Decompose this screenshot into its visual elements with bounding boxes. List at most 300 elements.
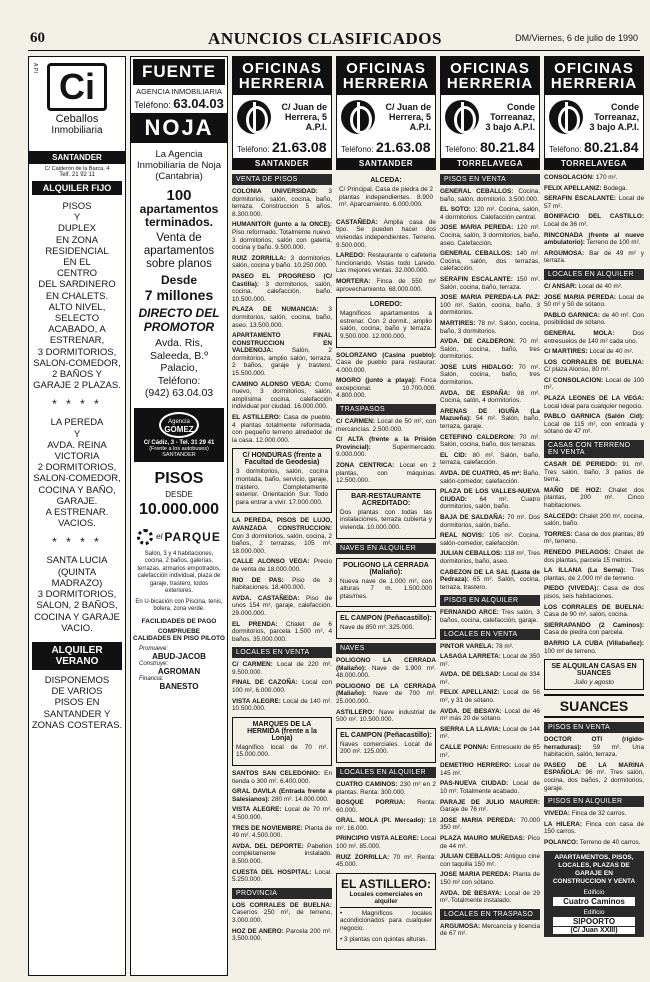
classified-ad: BAJA DE SALDAÑA: 70 m². Dos dormitorios, salón, baño. — [440, 513, 540, 529]
astillero-point-text: 3 plantas con quintas alturas. — [344, 935, 428, 943]
classified-ad: AVDA. DE ESPAÑA: 98 m². Cocina, salón, 4 dormitorios. — [440, 389, 540, 405]
astillero-point — [340, 910, 432, 933]
classified-ad: SOLORZANO (Casina pueblo): Casa de pueblo para restaurar. 4.000.000. — [336, 351, 436, 374]
section-traspasos: TRASPASOS — [336, 404, 436, 415]
text-line: VACIO. — [61, 622, 93, 634]
marques-box — [232, 717, 332, 766]
ads-locales-alquiler — [336, 781, 436, 869]
section-pisos-alquiler: PISOS EN ALQUILER — [544, 796, 644, 807]
text-line: VICTORIA — [54, 451, 100, 463]
classified-ad: POLIGONO LA CERRADA (Maliaño): Nave de 1.900 m². 48.000.000. — [336, 656, 436, 680]
gomez-city: SANTANDER — [162, 451, 196, 458]
text-line: 2 BAÑOS Y — [52, 369, 102, 381]
herreria-address: Conde Torreanaz, 3 bajo A.P.I. — [485, 102, 535, 132]
section-naves-alquiler: NAVES EN ALQUILER — [336, 543, 436, 554]
text-line: SANTA LUCIA — [46, 555, 108, 567]
section-pisos-alquiler: PISOS EN ALQUILER — [440, 595, 540, 606]
classified-ad: GENERAL CEBALLOS: 140 m². Cocina, salón, dos terrazas, calefacción. — [440, 250, 540, 273]
classified-ad: MARTIRES: 78 m². Salón, cocina, baño, 3 dormitorios. — [440, 319, 540, 335]
classified-ad: CAMINO ALONSO VEGA: Como nuevo, 3 dormitorios, salón, amplísima cocina, calefacción individual por ciudad. 16.000.000. — [232, 380, 332, 411]
classified-ad: C/ ANSAR: Local de 40 m². — [544, 282, 623, 290]
classified-ad: PABLO GARNICA (Salón Cid): Local de 115 m², con entrada y sótano de 47 m². — [544, 413, 644, 436]
classified-ad: GRAL. MOLA (Pl. Mercado): 18 m². 16.000. — [336, 817, 436, 832]
herreria-torrelavega-col1 — [440, 56, 540, 976]
ads-locales-alquiler — [544, 283, 644, 436]
brand-tagline: Inmobiliaria — [51, 125, 103, 136]
classified-ad: EL SOTO: 120 m². Cocina, salón, 4 dormitorios. Calefacción central. — [440, 206, 540, 221]
ads-naves — [336, 657, 436, 724]
text-line: 2 DORMITORIOS, — [37, 462, 117, 474]
classified-ad: CETEFINO CALDERON: 70 m². Salón, cocina, baño, dos terrazas. — [440, 433, 540, 449]
classified-ad: GENERAL CEBALLOS: Cocina, baño, salón, dormitorio. 3.500.000. — [440, 188, 540, 203]
header-rule — [28, 50, 640, 51]
promueve-label: Promueve: — [139, 645, 169, 652]
text-line: PISOS EN — [54, 697, 100, 709]
alquiler-verano-heading — [32, 642, 122, 670]
campon2-box — [336, 728, 436, 763]
text-line: ESTRENAR, — [49, 335, 105, 347]
alceda-box — [336, 174, 436, 215]
parque-prefix: el — [156, 532, 163, 541]
noja-count: 100 — [166, 187, 192, 204]
herreria-label: HERRERIA — [342, 75, 430, 92]
classified-ad: BOSQUE PORRUA: Renta: 60.000. — [336, 799, 436, 814]
herreria-santander-col2 — [336, 56, 436, 976]
text-line: PISOS — [62, 201, 92, 212]
text-line: SANTANDER Y — [43, 708, 111, 720]
fuente-logo: FUENTE — [133, 59, 225, 85]
herreria-phone: 21.63.08 — [375, 139, 431, 155]
classified-ad: JOSE MARIA PEREDA-LA PAZ: 100 m². Salón, cocina, baño, 3 dormitorios. — [440, 294, 540, 317]
classified-ad: HOZ DE ANERO: Parcela 200 m². 3.500.000. — [232, 927, 332, 943]
herreria-phone: 80.21.84 — [583, 139, 639, 155]
text-line: Palacio, — [160, 362, 198, 374]
classified-ad: C/ MARTIRES: Local de 40 m². — [544, 348, 634, 356]
classified-ad: AVDA. CASTAÑEDA: Piso de unos 154 m², garaje, calefacción. 29.000.000. — [232, 594, 332, 617]
campon-box — [336, 611, 436, 639]
text-line: A ESTRENAR. — [45, 507, 109, 519]
marques-text: Magnífico local de 70 m². 15.000.000. — [236, 743, 328, 759]
ads-traspasos — [336, 418, 436, 485]
promueve-name: ABUD-JACOB — [152, 651, 206, 661]
fuente-gomez-ad — [130, 56, 228, 976]
herreria-town: SANTANDER — [337, 158, 435, 169]
parque-logo — [131, 529, 227, 545]
classified-ad: CUESTA DEL HOSPITAL: Local. 5.250.000. — [232, 868, 332, 884]
classified-ad: PLAZA DE NUMANCIA: 3 dormitorios, salón, cocina, baño, aseo. 13.500.000. — [232, 306, 332, 329]
classified-ad: VIVEDA: Finca de 32 carros. — [544, 810, 627, 818]
herreria-address: Conde Torreanaz, 3 bajo A.P.I. — [589, 102, 639, 132]
office-phone: Telf. 21 92 11 — [59, 172, 95, 178]
ads-provincia — [232, 902, 332, 943]
classified-ad: FINAL DE CAZOÑA: Local con 100 m², 6.000.000. — [232, 679, 332, 695]
fuente-logo-block — [131, 57, 227, 113]
classified-ad: MAÑO DE HOZ: Chalet dos plantas, 200 m². Cinco habitaciones. — [544, 486, 644, 509]
listing-verano — [29, 675, 125, 731]
classified-ad: CONSOLACION: 170 m². — [544, 174, 618, 181]
ads-locales-venta — [440, 643, 540, 905]
suances-heading: SUANCES — [544, 694, 644, 718]
campon-title: EL CAMPON (Peñacastillo): — [340, 615, 432, 623]
classified-ad: SALCEDO: Chalet 200 m², cocina, salón, baño. — [544, 512, 644, 528]
honduras-title: C/ HONDURAS (frente a Facultad de Geodesia) — [242, 452, 322, 467]
text-line: 3 DORMITORIOS, — [37, 589, 117, 601]
ci-logo: Ci — [47, 63, 107, 111]
herreria-logo-icon — [341, 100, 375, 134]
classified-ad: PINTOR VARELA: 78 m². — [440, 642, 514, 650]
herreria-town: TORRELAVEGA — [441, 158, 539, 169]
classified-ad: VISTA ALEGRE: Local de 70 m². 4.500.000. — [232, 806, 332, 821]
classified-ad: RINCONADA (frente al nuevo ambulatorio): Terreno de 100 m². — [544, 231, 644, 247]
ceballos-ad — [28, 56, 126, 976]
astillero-points — [340, 910, 432, 943]
financia-label: Financia: — [139, 675, 164, 682]
text-line: DISPONEMOS — [44, 674, 110, 686]
text-line: (QUINTA — [57, 566, 97, 578]
text-line: RESIDENCIAL — [45, 245, 109, 257]
text-line: 3 DORMITORIOS, — [37, 346, 117, 358]
classified-ad: PLAZA DE LOS VALLES-NUEVA CIUDAD: 64 m². Cuatro dormitorios, salón, baño. — [440, 488, 540, 511]
edificio-label: Edificio — [583, 888, 605, 896]
classified-ad: C/ ALTA (frente a la Prisión Provincial): Supermercado. 9.000.000. — [336, 436, 436, 459]
classified-ad: JULIAN CEBALLOS: Antiguo cine con taquilla 150 m². — [440, 853, 540, 868]
noja-terminados: terminados. — [144, 215, 213, 229]
classified-ad: RENEDO PIELAGOS: Chalet de dos plantas, parcela 15 metros. — [544, 548, 644, 564]
alceda-title: ALCEDA: — [370, 177, 402, 184]
classified-ad: FELIX APELLANIZ: Local de 56 m², y 31 de sótano. — [440, 689, 540, 705]
gomez-logo — [159, 412, 199, 438]
classified-ad: COLONIA UNIVERSIDAD: 3 dormitorios, salón, cocina, baño, terraza. Construcción 5 años. 8.300.000. — [232, 188, 332, 218]
api-tag: A.P.I. — [32, 63, 38, 75]
ads-provincia-venta — [336, 219, 436, 293]
text-line: ZONAS COSTERAS. — [31, 719, 123, 731]
alceda-text: C/ Principal. Casa de piedra de 2 plantas independientes. 8.900 m². Aparcamiento. 6.000.000. — [339, 186, 433, 209]
poligono-text: Nueva nave de 1.000 m², con alturas 7 m. 1.500.000 ptas/mes. — [340, 577, 432, 600]
classified-ad: APARTAMENTO FINAL CONSTRUCCION EN VALDENOJA: Salón, 2 dormitorios, amplio salón, terraza, 2 baños, garaje y trastero. 15.500.000. — [232, 332, 332, 378]
edificio-cuatro-caminos: Cuatro Caminos — [553, 897, 635, 906]
classified-ad: CABEZON DE LA SAL (Lasta de Pedraza): 65 m². Salón, cocina, terraza, trastero. — [440, 568, 540, 591]
oficinas-label: OFICINAS — [450, 60, 530, 77]
herreria-phone: 21.63.08 — [271, 139, 327, 155]
construccion-box — [544, 851, 644, 937]
section-locales-venta: LOCALES EN VENTA — [440, 629, 540, 640]
text-line: sobre planos — [146, 258, 212, 270]
noja-address — [131, 337, 227, 400]
honduras-text: 3 dormitorios, salón, cocina montada, baño, servicio, garaje, trastero. Completamente exterior. Orientación Sur. Todo para entrar a vivir. 17.000.000. — [236, 468, 328, 506]
parque-sun-icon — [137, 529, 153, 545]
herreria-address: C/ Juan de Herrera, 5 A.P.I. — [281, 102, 327, 132]
section-provincia: PROVINCIA — [232, 888, 332, 899]
bullet-icon: • — [340, 935, 345, 943]
classified-ad: AVDA. DEL DEPORTE: Pabellón completamente instalado. 8.500.000. — [232, 842, 332, 865]
city-bar: SANTANDER — [29, 151, 125, 164]
text-line: Saleeda, B.º — [149, 349, 209, 362]
parque-location: En U-bicación con Piscina, tenis, bolera, zona verde. — [135, 598, 223, 612]
text-line: LOCALES, PLAZAS DE — [558, 861, 630, 869]
classified-ad: PABLO GARNICA: de 40 m². Con posibilidad de sótano. — [544, 311, 644, 327]
herreria-title — [545, 57, 643, 95]
herreria-title — [337, 57, 435, 95]
poligono-box — [336, 558, 436, 608]
classified-ad: PASEO EL PROGRESO (C/ Castilla): 3 dormitorios, salón, cocina, calefacción, baño. 10.500.000. — [232, 272, 332, 303]
classified-ad: VISTA ALEGRE: Local de 140 m². 10.500.000. — [232, 697, 332, 713]
classified-ad: LA PEREDA, PISOS DE LUJO, AVANZADA CONSTRUCCION: Con 3 dormitorios, salón, cocina, 2 baños, 2 terrazas, 105 m². 18.000.000. — [232, 517, 332, 555]
text-line: CENTRO — [56, 268, 98, 280]
astillero-point — [340, 936, 432, 944]
loredo-box — [336, 297, 436, 347]
classified-ad: LASAGA LARRETA: Local de 350 m². — [440, 653, 540, 668]
text-line: GARAJE EN — [575, 869, 613, 877]
classified-ad: EL PRENDA: Chalet de 6 dormitorios, parcela 1.500 m², 4 baños. 35.000.000. — [232, 620, 332, 643]
herreria-phone: 80.21.84 — [479, 139, 535, 155]
oficinas-label: OFICINAS — [554, 60, 634, 77]
verano-label: VERANO — [55, 655, 99, 667]
poligono-title: POLIGONO LA CERRADA (Maliaño): — [343, 561, 429, 576]
herreria-santander-col1 — [232, 56, 332, 976]
text-line: APARTAMENTOS, PISOS, — [554, 853, 634, 861]
tel-label: Teléfono: — [237, 145, 270, 154]
classified-ad: JULIAN CEBALLOS: 118 m². Tres dormitorios, baño, aseo. — [440, 550, 540, 565]
classified-ad: CASTAÑEDA: Amplia casa de tipo. Se pueden hacer dos viviendas independientes. Terreno. 9.500.000. — [336, 218, 436, 249]
gomez-subaddress: (Frente a los autobuses) — [149, 445, 209, 452]
construccion-lines — [547, 854, 641, 886]
text-line: LA PEREDA — [50, 417, 104, 429]
construye-label: Construye: — [139, 660, 169, 667]
classified-ad: DEMETRIO HERRERO: Local de 145 m². — [440, 762, 540, 777]
classified-ad: EL ASTILLERO: Casa de pueblo, 4 plantas totalmente reformada, con pequeño terreno alrededor de la casa. 12.000.000. — [232, 414, 332, 444]
classified-ad: ARGUMOSA: Mercancía y licencia de 67 m². — [440, 922, 540, 938]
classified-ad: PIEDO (VIVEDA): Casa de dos pisos, seis habitaciones. — [544, 585, 644, 600]
classified-ad: RIO DE PAS: Piso de 3 habitaciones. 18.400.000. — [232, 576, 332, 592]
credits — [131, 646, 227, 691]
text-line: SALON, 2 BAÑOS, — [36, 600, 118, 612]
classified-ad: LA HILERA: Finca con casa de 150 carros. — [544, 820, 644, 836]
section-naves: NAVES — [336, 643, 436, 654]
fuente-tel-label: Teléfono: — [134, 100, 171, 110]
separator-stars: * * * * — [52, 535, 102, 550]
classified-ad: SANTOS SAN CELEDONIO: En tienda o 300 m². 6.400.000. — [232, 770, 332, 785]
herreria-title — [441, 57, 539, 95]
classified-ad: C/ CONSOLACION: Local de 100 m². — [544, 376, 644, 392]
office-address: C/ Calderón de la Barca, 4 — [44, 166, 110, 172]
loredo-text: Magníficos apartamentos a estrenar. Con 2 dormit., amplio salón, cocina, baño y terraza. 9.500.000. 12.000.000. — [340, 310, 432, 340]
gomez-label: Agencia — [168, 418, 190, 425]
text-line: EN ZONA — [55, 234, 99, 246]
ads-pisos-alquiler — [544, 810, 644, 846]
bar-text: Dos plantas con todas las instalaciones, terraza cubierta y vivienda. 10.000.000. — [340, 508, 432, 531]
classified-ad: MORTERA: Finca de 550 m² aprovechamiento. 68.000.000. — [336, 277, 436, 293]
promoter-line2: PROMOTOR — [143, 320, 215, 334]
listing-santa-lucia — [29, 555, 125, 633]
text-line: apartamentos — [143, 245, 215, 257]
text-line: DE VARIOS — [51, 686, 103, 698]
pisos-heading: PISOS — [154, 469, 204, 487]
herreria-title — [233, 57, 331, 95]
ads-pisos-venta — [544, 736, 644, 792]
classified-ad: SERAFIN ESCALANTE: Local de 57 m². — [544, 195, 644, 210]
noja-town: NOJA — [131, 113, 227, 143]
text-line: GARAJE 2 PLAZAS. — [33, 380, 121, 392]
classified-ad: PRINCIPIO VISTA ALEGRE: Local 100 m². 85.000. — [336, 835, 436, 851]
marques-title: MARQUES DE LA HERMIDA (frente a la Lonja) — [247, 720, 317, 742]
classified-ad: SIERRAPANDO (2 Caminos): Casa de piedra con parcela. — [544, 621, 644, 637]
classified-ad: RUIZ ZORRILLA: 70 m². Renta: 45.000. — [336, 853, 436, 869]
classified-ad: PLAZA MAURO MUÑEDAS: Pico de 44 m². — [440, 834, 540, 850]
issue-date: DM/Viernes, 6 de julio de 1990 — [515, 33, 638, 43]
page-header — [0, 0, 650, 52]
herreria-logo-icon — [237, 100, 271, 134]
classified-ad: EL CID: 80 m². Salón, baño, terraza, calefacción. — [440, 451, 540, 467]
gomez-ad — [134, 408, 224, 462]
listing-la-pereda — [29, 417, 125, 529]
edificio-sipoorto: SIPOORTO — [553, 917, 635, 926]
classified-ad: JOSE LUIS HIDALGO: 70 m². Salón, cocina, baño, tres dormitorios. — [440, 363, 540, 387]
gomez-address: C/ Cádiz, 3 - Tel. 31 29 41 — [143, 439, 215, 446]
parque-description: Salón, 3 y 4 habitaciones, cocina, 2 baños, galerías, terrazas, armarios empotrados, calefacción individual, plaza de garaje, trastero, todos exteriores. — [137, 550, 221, 594]
bar-box — [336, 489, 436, 539]
classified-ad: JOSE MARIA PEREDA: Planta de 150 m² con sótano. — [440, 871, 540, 886]
classified-ad: RUIZ ZORRILLA: 3 dormitorios, salón, cocina y baño. 10.250.000. — [232, 254, 332, 270]
section-casas-terreno: CASAS CON TERRENO EN VENTA — [544, 440, 644, 458]
section-venta-pisos: VENTA DE PISOS — [232, 174, 332, 185]
text-line: VACIOS. — [58, 518, 96, 530]
gomez-name: GOMEZ — [164, 424, 194, 434]
classified-ad: CUATRO CAMINOS: 230 m² en 2 plantas. Renta: 300.000. — [336, 780, 436, 796]
herreria-logo-icon — [549, 100, 583, 134]
financia-name: BANESTO — [159, 681, 199, 691]
text-line: Avda. Ris, — [155, 337, 203, 349]
text-line: ACABADO, A — [48, 324, 106, 336]
text-line: SALON-COMEDOR, — [33, 357, 121, 369]
classified-ad: PLAZA LEONES DE LA VEGA: Local ideal para cualquier negocio. — [544, 395, 644, 410]
classified-ad: GRAL DAVILA (Entrada frente a Salesianos): 280 m². 14.000.000. — [232, 788, 332, 803]
classified-ad: AVDA. DE BESAYA: Local de 46 m² más 20 de sótano. — [440, 707, 540, 723]
fuente-subtitle: AGENCIA INMOBILIARIA — [136, 87, 222, 96]
classified-ad: AVDA. DE CALDERON: 70 m². Salón, cocina, baño, tres dormitorios. — [440, 338, 540, 361]
classified-ad: LOS CORRALES DE BUELNA: Caseríos 250 m², de terreno, 3.000.000. — [232, 901, 332, 924]
brand-name: Ceballos — [55, 113, 99, 125]
astillero-subtitle: Locales comerciales en alquiler — [340, 891, 432, 908]
loredo-title: LOREDO: — [369, 301, 403, 309]
classified-ad: ARGUMOSA: Bar de 49 m² y terraza. — [544, 249, 644, 265]
astillero-title: EL ASTILLERO: — [341, 876, 431, 891]
classified-ad: DOCTOR OTI (rígido-herraduras): 59 m². Una habitación, salón, terraza. — [544, 736, 644, 759]
classified-ad: LOS CORRALES DE BUELNA: Casa de 90 m², salón, cocina. — [544, 603, 644, 619]
parque-name: PARQUE — [164, 529, 221, 544]
herreria-header — [232, 56, 332, 170]
text-line: GARAJE. — [56, 495, 98, 507]
listing-sardinero — [29, 201, 125, 391]
section-locales-venta: LOCALES EN VENTA — [232, 647, 332, 658]
herreria-header — [336, 56, 436, 170]
noja-price: 7 millones — [144, 287, 214, 303]
fuente-tel: 63.04.03 — [173, 96, 224, 111]
suances-alquiler-box — [544, 659, 644, 690]
classified-ad: CALLE PONNA: Entresuelo de 65 m². — [440, 744, 540, 759]
classified-ad: BARRIO LA CUBA (Villabañez): 100 m² de terreno. — [544, 639, 644, 655]
noja-intro — [131, 149, 227, 182]
promoter-line1: DIRECTO DEL — [138, 306, 220, 320]
alquiler-label: ALQUILER — [51, 644, 103, 656]
astillero-box — [336, 873, 436, 950]
astillero-point-text: Magníficos locales acondicionados para cualquier negocio. — [340, 909, 432, 933]
herreria-label: HERRERIA — [550, 75, 638, 92]
campon2-text: Naves comerciales. Local de 200 m². 125.000. — [340, 740, 432, 756]
text-line: Inmobiliaria de Noja — [137, 160, 221, 171]
herreria-header — [440, 56, 540, 170]
herreria-town: SANTANDER — [233, 158, 331, 169]
bullet-icon: • — [340, 909, 362, 917]
section-pisos-venta: PISOS EN VENTA — [544, 722, 644, 733]
herreria-address: C/ Juan de Herrera, 5 A.P.I. — [385, 102, 431, 132]
text-line: EN CHALETS. — [45, 290, 109, 302]
oficinas-label: OFICINAS — [242, 60, 322, 77]
pisos-price: 10.000.000 — [138, 500, 220, 518]
text-line: DEL SARDINERO — [38, 279, 116, 291]
classified-ad: CALLE ALONSO VEGA: Precio de venta de 18.000.000. — [232, 558, 332, 573]
classified-ad: AVDA. DE BESAYA: Local de 29 m². Totalmente instalado. — [440, 889, 540, 905]
classified-ad: FELIX APELLANIZ: Bodega. — [544, 184, 628, 192]
page-number: 60 — [30, 30, 45, 46]
campon-text: Nave de 850 m². 325.000. — [340, 624, 414, 632]
herreria-label: HERRERIA — [238, 75, 326, 92]
text-line: ALTO NIVEL, — [48, 301, 106, 313]
text-line: COCINA Y BAÑO, — [38, 484, 116, 496]
classified-ad: GENERAL MOLA: Dos entresuelos de 140 m² cada uno. — [544, 329, 644, 345]
classified-ad: JOSE MARIA PEREDA: Local de 50 m² y 50 de sótano. — [544, 293, 644, 309]
classified-ad: ASTILLERO: Nave industrial de 500 m². 10.500.000. — [336, 708, 436, 724]
classified-ad: CASAR DE PERIEDO: 91 m². Tres salón, baño, 3 patios de tierra. — [544, 461, 644, 484]
text-line: Y — [73, 212, 81, 224]
text-line: La Agencia — [155, 149, 203, 160]
classified-ad: JOSE MARIA PEREDA: 120 m². Cocina, salón, 3 dormitorios, baño, aseo. Calefacción. — [440, 224, 540, 247]
text-line: DUPLEX — [57, 223, 96, 235]
text-line: Venta de — [156, 232, 202, 244]
classified-ad: PARAJE DE JULIO MAURER: Garaje de 76 m². — [440, 798, 540, 814]
ads-venta-pisos-2 — [232, 517, 332, 643]
ads-locales-venta — [232, 661, 332, 713]
separator-stars: * * * * — [52, 397, 102, 412]
ceballos-logo — [29, 57, 125, 151]
suances-alquiler-dates: Julio y agosto — [574, 679, 614, 687]
classified-ad: POLIGONO DE LA CERRADA (Maliaño): Nave de 700 m². 25.000.000. — [336, 682, 436, 705]
oficinas-label: OFICINAS — [346, 60, 426, 77]
suances-alquiler-title: SE ALQUILAN CASAS EN SUANCES — [551, 663, 637, 678]
classified-ad: JOSE MARIA PEREDA: 70.000 350 m². — [440, 816, 540, 832]
compruebe: COMPRUEBE — [157, 627, 201, 635]
classified-ad: BONIFACIO DEL CASTILLO: Local de 36 m². — [544, 213, 644, 228]
text-line: SELECTO — [54, 313, 100, 325]
ads-locales-traspaso — [440, 923, 540, 938]
herreria-label: HERRERIA — [446, 75, 534, 92]
classified-ad: C/ CARMEN: Local de 220 m². 9.500.000. — [232, 661, 332, 676]
ads-provincia-venta-2 — [336, 352, 436, 401]
facilidades-pago: FACILIDADES DE PAGO — [141, 617, 217, 625]
section-title: ANUNCIOS CLASIFICADOS — [208, 29, 442, 48]
classified-ad: LA ILLANA (La Serna): Tres plantas, de 2.000 m² de terreno. — [544, 567, 644, 582]
noja-venta — [131, 232, 227, 271]
classified-ad: MOGRO (junto a playa): Finca excepcional. 10.700.000. 4.800.000. — [336, 377, 436, 400]
noja-apartamentos: apartamentos — [139, 202, 219, 216]
classified-ad: C/ CARMEN: Local de 50 m², con mercancías. 2.500.000. — [336, 418, 436, 433]
classified-ad: AVDA. DE CUATRO, 45 m²: Baño, salón-comedor, calefacción. — [440, 470, 540, 485]
herreria-logo-icon — [445, 100, 479, 134]
ads-locales-venta-2 — [232, 770, 332, 884]
text-line: Teléfono: — [157, 374, 201, 387]
text-line: MADRAZO) — [51, 577, 103, 589]
classified-ad: TRES DE NOVIEMBRE: Planta de 49 m². 4.500.000. — [232, 824, 332, 840]
piso-piloto: CALIDADES EN PISO PILOTO — [133, 634, 225, 642]
